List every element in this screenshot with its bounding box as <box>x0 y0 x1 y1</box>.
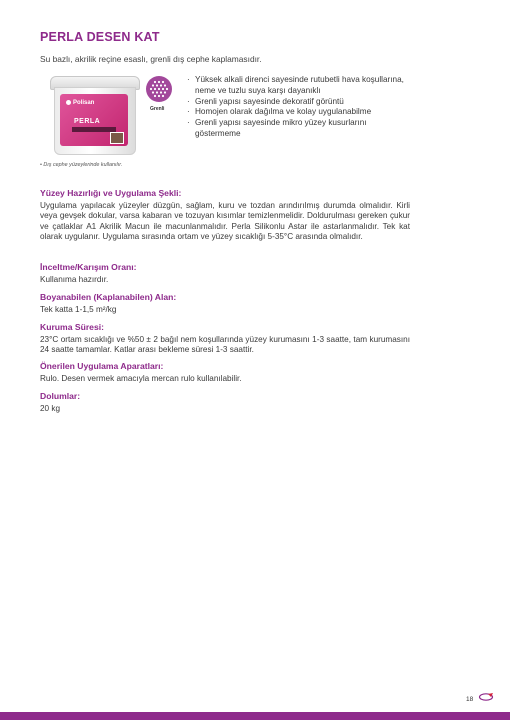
feature-item: · Yüksek alkali direnci sayesinde rutubetli hava koşullarına, neme ve tuzlu suya karşı dayanıklı <box>186 75 412 97</box>
dotted-texture-icon <box>146 76 172 102</box>
section-heading: Kuruma Süresi: <box>40 322 104 332</box>
section-heading: İnceltme/Karışım Oranı: <box>40 262 137 272</box>
section-body: Uygulama yapılacak yüzeyler düzgün, sağlam, kuru ve tozdan arındırılmış durumda olmalıdır. Kirli veya gevşek dokular, varsa kabaran ve tozuyan kısımlar temizlenmelidir. Doldurulması gereken çukur ve çatlaklar A1 Akrilik Macun ile macunlanmalıdır. Perla Silikonlu Astar ile astarlanmalıdır. Tek kat olarak uygulanır. Uygulama sırasında ortam ve yüzey sıcaklığı 5-35°C arasında olmalıdır. <box>40 201 410 242</box>
footer-bar <box>0 712 510 720</box>
product-intro: Su bazlı, akrilik reçine esaslı, grenli dış cephe kaplamasıdır. <box>40 54 262 64</box>
section-body: Rulo. Desen vermek amacıyla mercan rulo kullanılabilir. <box>40 374 242 383</box>
color-swatch <box>110 132 124 144</box>
section-packaging <box>40 391 410 414</box>
texture-dots <box>146 76 172 102</box>
section-body: 20 kg <box>40 404 61 413</box>
page-number: 18 <box>466 696 474 703</box>
section-thinning <box>40 262 410 285</box>
brand-name: Polisan <box>73 100 95 107</box>
brand-logo <box>66 100 94 106</box>
section-heading: Yüzey Hazırlığı ve Uygulama Şekli: <box>40 188 182 198</box>
feature-item: · Homojen olarak dağılma ve kolay uygulanabilme <box>186 107 412 118</box>
page-title: PERLA DESEN KAT <box>40 30 160 44</box>
section-drying-time <box>40 322 410 356</box>
feature-item: · Grenli yapısı sayesinde dekoratif görüntü <box>186 97 412 108</box>
image-caption: • Dış cephe yüzeylerinde kullanılır. <box>40 162 123 168</box>
section-heading: Önerilen Uygulama Aparatları: <box>40 361 164 371</box>
section-body: Tek katta 1-1,5 m²/kg <box>40 305 117 314</box>
product-bucket-image <box>44 76 144 156</box>
bucket-label <box>60 94 128 146</box>
polisan-logo-icon <box>478 692 494 702</box>
feature-list <box>186 75 412 140</box>
bucket-product-name: PERLA <box>74 118 101 125</box>
section-body: Kullanıma hazırdır. <box>40 275 109 284</box>
texture-label: Grenli <box>150 106 165 112</box>
section-body: 23°C ortam sıcaklığı ve %50 ± 2 bağıl nem koşullarında yüzey kurumasını 1-3 saatte, tam kurumasını 24 saatte tamamlar. Katlar arası bekleme süresi 1-3 saattir. <box>40 335 410 355</box>
section-tools <box>40 361 410 384</box>
section-heading: Boyanabilen (Kaplanabilen) Alan: <box>40 292 177 302</box>
brand-logo-icon <box>66 100 71 105</box>
section-surface-prep <box>40 188 410 243</box>
section-coverage <box>40 292 410 315</box>
feature-item: · Grenli yapısı sayesinde mikro yüzey kusurlarını göstermeme <box>186 118 412 140</box>
section-heading: Dolumlar: <box>40 391 81 401</box>
